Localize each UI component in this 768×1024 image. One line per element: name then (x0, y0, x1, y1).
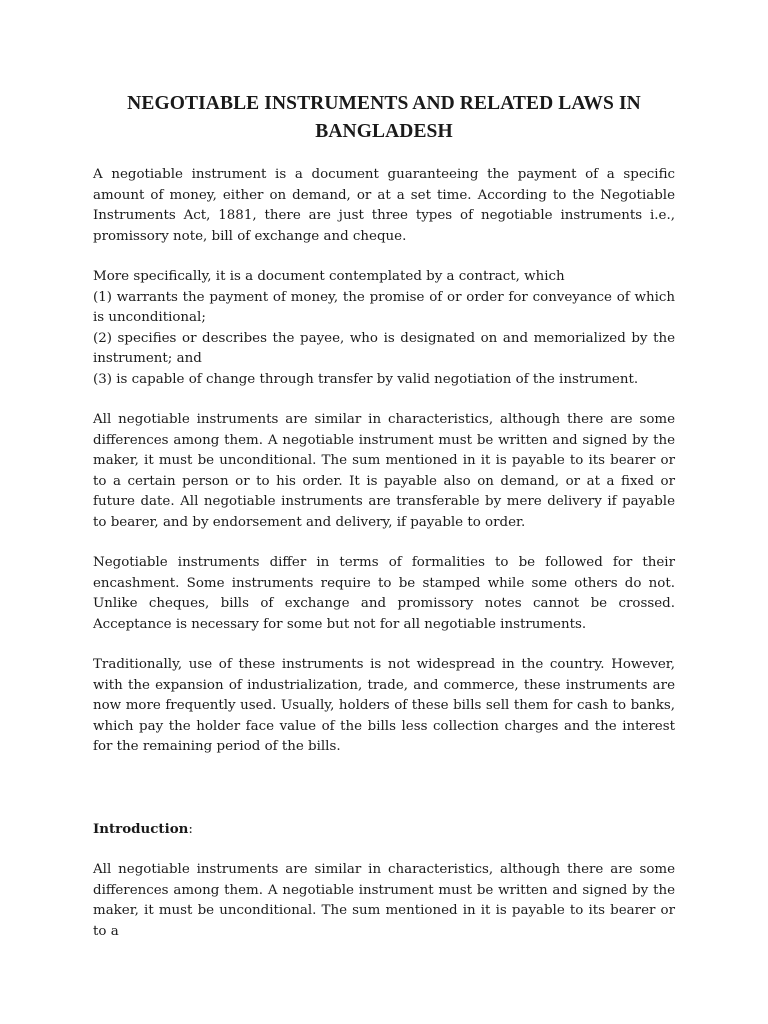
paragraph-text: A negotiable instrument is a document guaranteeing the payment of a specific amount of money, either on demand, or at a set time. According to the Negotiable Instruments Act, 1881, there are just three types of negotiable instruments i.e., promissory note, bill of exchange and cheque. (93, 167, 675, 244)
paragraph-formalities (93, 553, 675, 635)
list-intro: More specifically, it is a document contemplated by a contract, which (93, 269, 565, 284)
paragraph-text: Traditionally, use of these instruments is not widespread in the country. However, with the expansion of industrialization, trade, and commerce, these instruments are now more frequently used. Usually, holders of these bills sell them for cash to banks, which pay the holder face value of the bills less collection charges and the interest for the remaining period of the bills. (93, 657, 675, 755)
paragraph-text: Negotiable instruments differ in terms of formalities to be followed for their encashment. Some instruments require to be stamped while some others do not. Unlike cheques, bills of exchange and promissory notes cannot be crossed. Acceptance is necessary for some but not for all negotiable instruments. (93, 555, 675, 632)
paragraph-definition (93, 165, 675, 247)
paragraph-usage (93, 655, 675, 758)
section-heading-colon: : (188, 822, 193, 837)
paragraph-characteristics (93, 410, 675, 534)
section-heading-introduction (93, 819, 193, 841)
paragraph-text: All negotiable instruments are similar in characteristics, although there are some differences among them. A negotiable instrument must be written and signed by the maker, it must be unconditional. The sum mentioned in it is payable to its bearer or to a certain person or to his order. It is payable also on demand, or at a fixed or future date. All negotiable instruments are transferable by mere delivery if payable to bearer, and by endorsement and delivery, if payable to order. (93, 412, 675, 530)
list-item: (1) warrants the payment of money, the promise of or order for conveyance of which is unconditional; (93, 289, 675, 326)
paragraph-introduction (93, 860, 675, 942)
section-heading-label: Introduction (93, 821, 189, 837)
paragraph-text: All negotiable instruments are similar in characteristics, although there are some differences among them. A negotiable instrument must be written and signed by the maker, it must be unconditional. The sum mentioned in it is payable to its bearer or to a (93, 862, 675, 939)
list-item: (2) specifies or describes the payee, who is designated on and memorialized by the instrument; and (93, 330, 675, 367)
list-item: (3) is capable of change through transfer by valid negotiation of the instrument. (93, 371, 639, 387)
document-title: NEGOTIABLE INSTRUMENTS AND RELATED LAWS IN BANGLADESH (127, 93, 641, 142)
paragraph-contract-list (93, 267, 675, 391)
